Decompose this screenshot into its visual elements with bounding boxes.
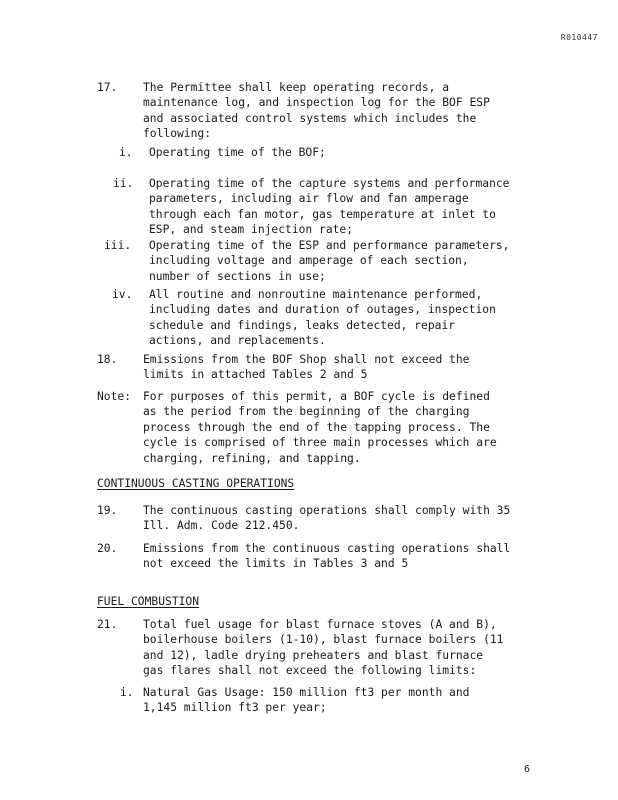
condition-text: Emissions from the continuous casting operations shall not exceed the limits in Tables 3 and 5 — [143, 542, 511, 571]
condition-17 — [97, 80, 537, 142]
subcondition-i — [119, 145, 539, 160]
note — [97, 389, 537, 466]
condition-20 — [97, 541, 537, 572]
condition-text: Emissions from the BOF Shop shall not exceed the limits in attached Tables 2 and 5 — [143, 353, 470, 382]
subcondition-number: iii. — [104, 239, 132, 252]
condition-18 — [97, 352, 537, 383]
page-number: 6 — [523, 764, 530, 775]
subcondition-iv — [112, 287, 542, 349]
subcondition-iii — [104, 238, 544, 284]
condition-21 — [97, 617, 537, 679]
subcondition-text: Operating time of the capture systems and performance parameters, including air flow and fan amperage through each fan motor, gas temperature at inlet to ESP, and steam injection rate; — [149, 177, 510, 237]
condition-number: 20. — [97, 542, 118, 555]
note-text: For purposes of this permit, a BOF cycle is defined as the period from the beginning of the charging process through the end of the tapping process. The cycle is comprised of three main processes which are charging, refining, and tapping. — [143, 390, 497, 465]
subcondition-fuel-i — [120, 685, 540, 716]
condition-number: 18. — [97, 353, 118, 366]
condition-number: 21. — [97, 618, 118, 631]
subcondition-text: All routine and nonroutine maintenance performed, including dates and duration of outages, inspection schedule and findings, leaks detected, repair actions, and replacements. — [149, 288, 496, 348]
subcondition-number: ii. — [113, 177, 134, 190]
subcondition-number: i. — [119, 146, 133, 159]
subcondition-number: iv. — [112, 288, 133, 301]
subcondition-ii — [113, 176, 543, 238]
heading-fuel-combustion: FUEL COMBUSTION — [97, 595, 200, 608]
condition-text: Total fuel usage for blast furnace stoves (A and B), boilerhouse boilers (1-10), blast furnace boilers (11 and 12), ladle drying preheaters and blast furnace gas flares shall not exceed the following limits: — [143, 618, 504, 678]
condition-number: 17. — [97, 81, 118, 94]
document-id: R010447 — [560, 33, 598, 42]
heading-continuous-casting: CONTINUOUS CASTING OPERATIONS — [97, 477, 295, 490]
subcondition-text: Natural Gas Usage: 150 million ft3 per month and 1,145 million ft3 per year; — [143, 686, 470, 715]
subcondition-text: Operating time of the ESP and performance parameters, including voltage and amperage of each section, number of sections in use; — [149, 239, 510, 283]
condition-text: The continuous casting operations shall comply with 35 Ill. Adm. Code 212.450. — [143, 504, 511, 533]
condition-19 — [97, 503, 537, 534]
condition-number: 19. — [97, 504, 118, 517]
condition-text: The Permittee shall keep operating records, a maintenance log, and inspection log for the BOF ESP and associated control systems which includes the following: — [143, 81, 490, 141]
subcondition-text: Operating time of the BOF; — [149, 146, 326, 159]
subcondition-number: i. — [120, 686, 134, 699]
note-label: Note: — [97, 390, 132, 403]
